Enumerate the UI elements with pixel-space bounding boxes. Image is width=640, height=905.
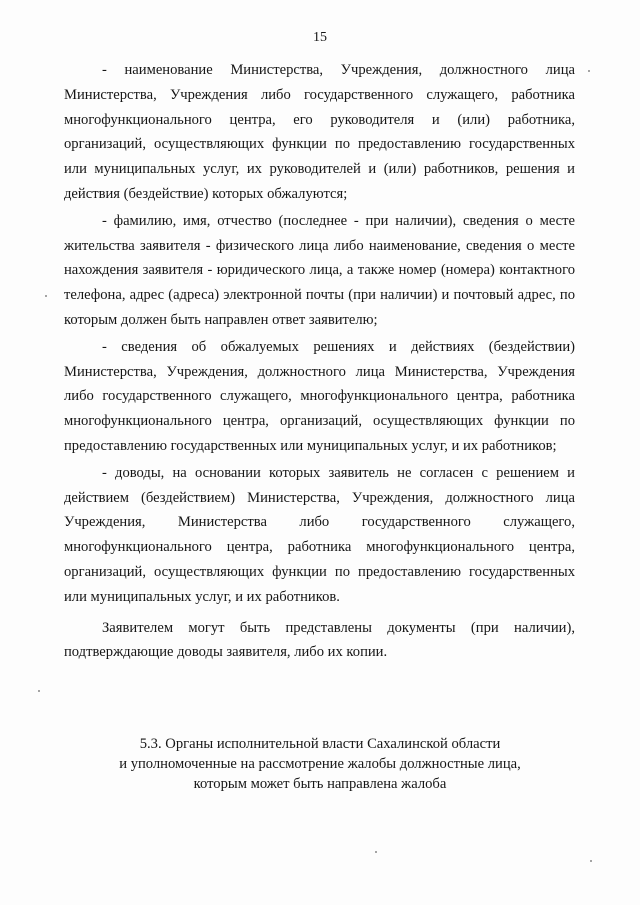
section-heading-line: 5.3. Органы исполнительной власти Сахалинской области — [139, 736, 501, 752]
scan-speck — [38, 690, 40, 692]
document-body — [64, 58, 575, 665]
paragraph-supporting-documents: Заявителем могут быть представлены документы (при наличии), подтверждающие доводы заявителя, либо их копии. — [64, 619, 575, 661]
paragraph-arguments: - доводы, на основании которых заявитель не согласен с решением и действием (бездействием) Министерства, Учреждения, должностного лица Учреждения, Министерства либо государственного служащего, многофункционального центра, работника многофункционального центра, организаций, осуществляющих функции по предоставлению государственных или муниципальных услуг, и их работников. — [64, 464, 575, 605]
scan-speck — [590, 860, 592, 862]
section-heading-line: которым может быть направлена жалоба — [193, 776, 447, 792]
paragraph-applicant-details: - фамилию, имя, отчество (последнее - при наличии), сведения о месте жительства заявителя - физического лица либо наименование, сведения о месте нахождения заявителя - юридического лица, а также номер (номера) контактного телефона, адрес (адреса) электронной почты (при наличии) и почтовый адрес, по которым должен быть направлен ответ заявителю; — [64, 212, 575, 328]
scan-speck — [375, 851, 377, 853]
scan-speck — [45, 295, 47, 297]
scan-speck — [588, 70, 590, 72]
paragraph-appealed-decisions: - сведения об обжалуемых решениях и действиях (бездействии) Министерства, Учреждения, должностного лица Министерства, Учреждения либо государственного служащего, многофункционального центра, работника многофункционального центра, организаций, осуществляющих функции по предоставлению государственных или муниципальных услуг, и их работников; — [64, 338, 575, 454]
section-heading-line: и уполномоченные на рассмотрение жалобы должностные лица, — [119, 756, 521, 772]
paragraph-appeal-subject: - наименование Министерства, Учреждения, должностного лица Министерства, Учреждения либо государственного служащего, работника многофункционального центра, его руководителя и (или) работника, организаций, осуществляющих функции по предоставлению государственных или муниципальных услуг, их руководителей и (или) работников, решения и действия (бездействие) которых обжалуются; — [64, 62, 575, 202]
page-number: 15 — [313, 30, 327, 45]
section-heading — [60, 734, 580, 794]
